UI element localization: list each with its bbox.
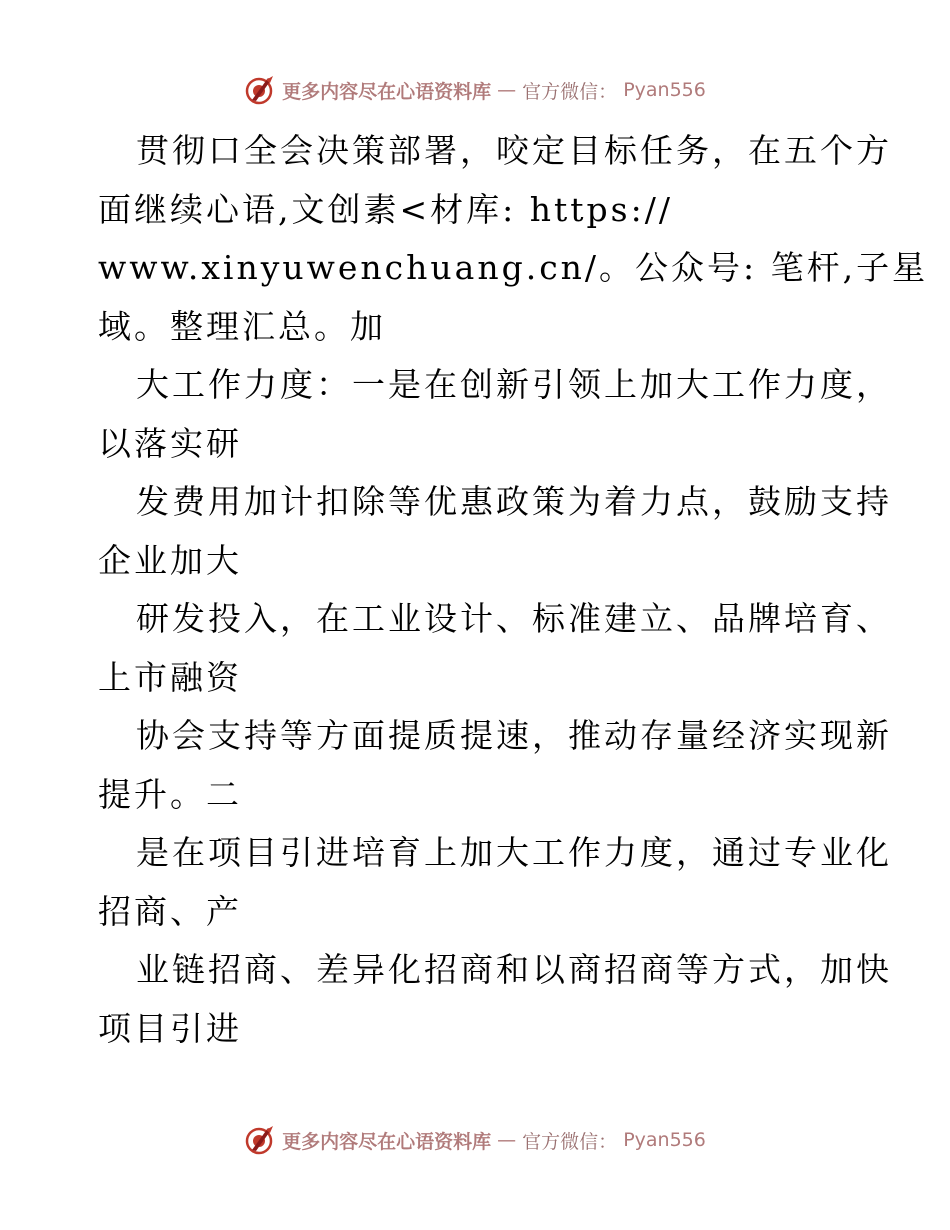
banner-dash: — (497, 79, 517, 101)
header-banner-content (244, 74, 706, 106)
text-line: 以落实研 (98, 423, 242, 463)
banner-wechat-label: 官方微信： (522, 80, 618, 103)
text-line: 招商、产 (98, 891, 242, 931)
quill-logo-icon (244, 1124, 276, 1156)
banner-wechat-id: Pyan556 (623, 79, 706, 101)
text-line: 是在项目引进培育上加大工作力度，通过专业化 (136, 833, 892, 872)
text-line: 大工作力度：一是在创新引领上加大工作力度， (136, 365, 892, 404)
text-line: www.xinyuwenchuang.cn/。公众号: 笔杆,子星 (98, 248, 929, 287)
text-line: 企业加大 (98, 540, 242, 580)
banner-title: 更多内容尽在心语资料库 (282, 1130, 492, 1153)
footer-banner (0, 1120, 950, 1160)
quill-logo-icon (244, 74, 276, 106)
text-line: 贯彻口全会决策部署，咬定目标任务，在五个方 (136, 131, 892, 170)
text-line: 业链招商、差异化招商和以商招商等方式，加快 (136, 950, 892, 989)
text-line: 研发投入，在工业设计、标准建立、品牌培育、 (136, 599, 892, 638)
banner-dash: — (497, 1129, 517, 1151)
text-line: 面继续心语,文创素<材库: https:// (98, 189, 673, 229)
header-banner (0, 70, 950, 110)
text-line: 上市融资 (98, 657, 242, 697)
banner-title: 更多内容尽在心语资料库 (282, 80, 492, 103)
banner-wechat-id: Pyan556 (623, 1129, 706, 1151)
text-line: 协会支持等方面提质提速，推动存量经济实现新 (136, 716, 892, 755)
document-body (98, 122, 929, 1058)
footer-banner-content (244, 1124, 706, 1156)
text-line: 提升。二 (98, 774, 242, 814)
text-line: 发费用加计扣除等优惠政策为着力点，鼓励支持 (136, 482, 892, 521)
banner-wechat-label: 官方微信： (522, 1130, 618, 1153)
text-line: 域。整理汇总。加 (98, 306, 386, 346)
text-line: 项目引进 (98, 1008, 242, 1048)
